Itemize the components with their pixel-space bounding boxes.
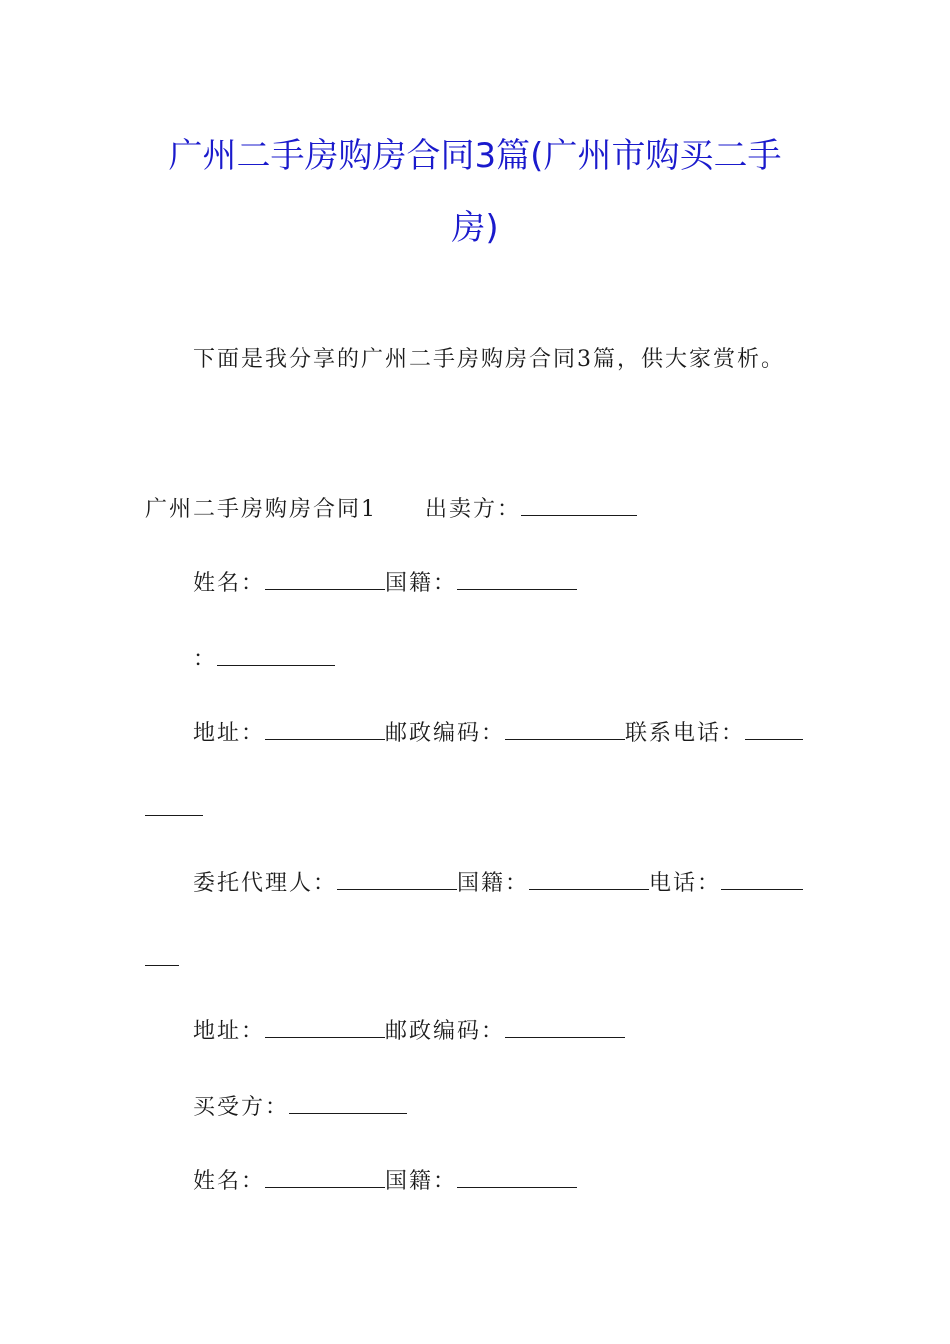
agent-nationality-label: 国籍： bbox=[457, 871, 530, 896]
buyer-nationality-label: 国籍： bbox=[385, 1169, 458, 1194]
seller-label: 出卖方： bbox=[425, 497, 522, 522]
intro-paragraph: 下面是我分享的广州二手房购房合同3篇，供大家赏析。 bbox=[193, 347, 785, 372]
agent-phone-blank[interactable] bbox=[721, 871, 803, 890]
seller-name-row bbox=[193, 570, 577, 598]
address-label: 地址： bbox=[193, 721, 266, 746]
agent-postcode-blank[interactable] bbox=[505, 1019, 625, 1038]
agent-address-blank[interactable] bbox=[265, 1019, 385, 1038]
colon-label: ： bbox=[193, 647, 218, 672]
buyer-name-label: 姓名： bbox=[193, 1169, 266, 1194]
agent-label: 委托代理人： bbox=[193, 871, 338, 896]
seller-id-row bbox=[193, 646, 335, 674]
contract-heading-row bbox=[145, 496, 637, 524]
agent-name-blank[interactable] bbox=[337, 871, 457, 890]
seller-phone-blank-cont[interactable] bbox=[145, 797, 203, 816]
agent-row bbox=[193, 870, 803, 898]
buyer-nationality-blank[interactable] bbox=[457, 1169, 577, 1188]
buyer-row bbox=[193, 1094, 407, 1122]
document-title-line-2: 房) bbox=[451, 208, 499, 248]
seller-blank[interactable] bbox=[521, 497, 637, 516]
postcode-label: 邮政编码： bbox=[385, 721, 506, 746]
agent-phone-blank-cont[interactable] bbox=[145, 947, 179, 966]
buyer-blank[interactable] bbox=[289, 1095, 407, 1114]
agent-phone-label: 电话： bbox=[649, 871, 722, 896]
buyer-label: 买受方： bbox=[193, 1095, 290, 1120]
seller-postcode-blank[interactable] bbox=[505, 721, 625, 740]
agent-phone-continuation bbox=[145, 946, 179, 974]
name-label: 姓名： bbox=[193, 571, 266, 596]
agent-address-row bbox=[193, 1018, 625, 1046]
seller-id-blank[interactable] bbox=[217, 647, 335, 666]
buyer-name-blank[interactable] bbox=[265, 1169, 385, 1188]
agent-address-label: 地址： bbox=[193, 1019, 266, 1044]
seller-name-blank[interactable] bbox=[265, 571, 385, 590]
nationality-label: 国籍： bbox=[385, 571, 458, 596]
seller-nationality-blank[interactable] bbox=[457, 571, 577, 590]
agent-postcode-label: 邮政编码： bbox=[385, 1019, 506, 1044]
document-title-line-1: 广州二手房购房合同3篇(广州市购买二手 bbox=[168, 136, 782, 176]
agent-nationality-blank[interactable] bbox=[529, 871, 649, 890]
contact-phone-label: 联系电话： bbox=[625, 721, 746, 746]
seller-address-blank[interactable] bbox=[265, 721, 385, 740]
seller-address-row bbox=[193, 720, 803, 748]
seller-phone-continuation bbox=[145, 796, 203, 824]
seller-phone-blank[interactable] bbox=[745, 721, 803, 740]
buyer-name-row bbox=[193, 1168, 577, 1196]
contract-heading: 广州二手房购房合同1 bbox=[145, 497, 377, 522]
